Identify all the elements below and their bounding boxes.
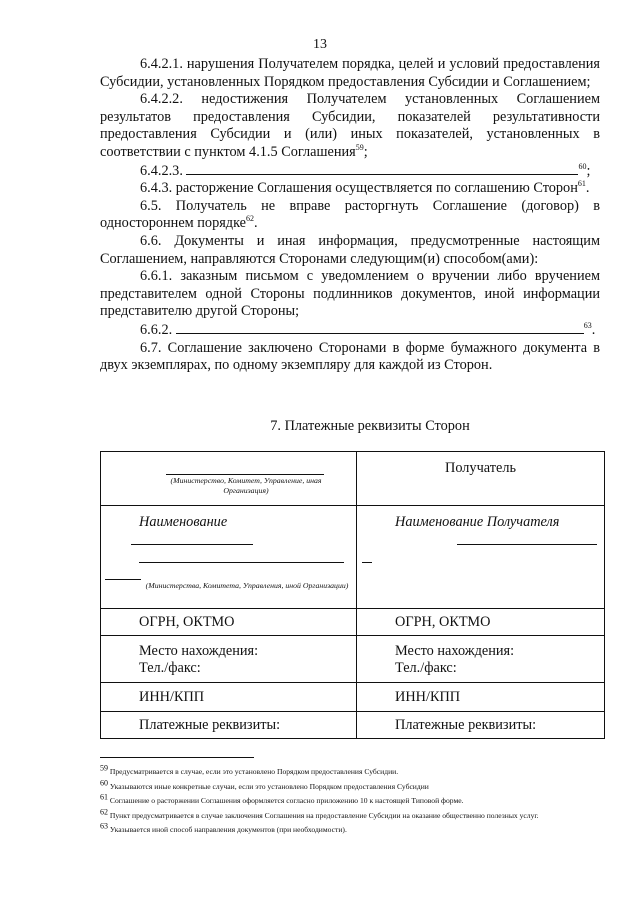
footnote-ref[interactable]: 62 bbox=[246, 214, 255, 224]
table-row bbox=[101, 506, 605, 609]
header-caption: (Министерство, Комитет, Управление, иная Организация) bbox=[170, 476, 322, 495]
paragraph-6-4-2-3 bbox=[100, 162, 600, 181]
footnote-ref[interactable]: 60 bbox=[578, 161, 587, 171]
table-row bbox=[101, 712, 605, 739]
paragraph-6-4-3 bbox=[100, 180, 600, 198]
paragraph-6-6-1: 6.6.1. заказным письмом с уведомлением о вручении либо вручением представителем одной Стороны подлинников документов, иной информации представителю другой Стороны; bbox=[100, 268, 600, 320]
phone-label: Тел./факс: bbox=[395, 660, 457, 676]
paragraph-text: недостижения Получателем установленных Соглашением результатов предоставления Субсидии, показателей результативности предоставления Субсидии и (или) иных показателей, установленных в соответствии с пунктом 4.1.5 Соглашения bbox=[100, 91, 600, 160]
punctuation: . bbox=[591, 321, 596, 338]
footnote-number: 61 bbox=[100, 792, 108, 802]
left-ogrn-cell bbox=[101, 609, 357, 636]
phone-label: Тел./факс: bbox=[139, 660, 201, 676]
paragraph-6-4-2-1 bbox=[100, 56, 600, 91]
footnote-61 bbox=[100, 792, 605, 806]
location-block bbox=[101, 636, 356, 677]
ogrn-label: ОГРН, ОКТМО bbox=[139, 614, 235, 630]
paragraph-text: 6.5. Получатель не вправе расторгнуть Соглашение (договор) в одностороннем порядке bbox=[100, 197, 600, 232]
name-fill-line bbox=[131, 544, 253, 545]
paragraph-6-7: 6.7. Соглашение заключено Сторонами в форме бумажного документа в двух экземплярах, по одному экземпляру для каждой из Сторон. bbox=[100, 339, 600, 374]
inn-label: ИНН/КПП bbox=[139, 689, 205, 705]
section-title: 7. Платежные реквизиты Сторон bbox=[270, 418, 470, 434]
footnote-text: Пункт предусматривается в случае заключения Соглашения на предоставление Субсидии на оказание общественно полезных услуг. bbox=[109, 810, 539, 820]
name-label: Наименование bbox=[139, 514, 228, 530]
footnote-62 bbox=[100, 806, 605, 821]
name-fill-line bbox=[362, 562, 372, 563]
right-location-cell bbox=[357, 636, 605, 683]
footnotes bbox=[100, 763, 605, 839]
table-row bbox=[101, 452, 605, 506]
punctuation: . bbox=[254, 215, 258, 232]
blank-fill-line bbox=[186, 162, 578, 175]
paragraph-text: 6.4.3. расторжение Соглашения осуществляется по соглашению Сторон bbox=[140, 180, 578, 197]
left-name-cell bbox=[101, 506, 357, 609]
paragraph-6-4-2-2 bbox=[100, 91, 600, 161]
name-fill-line bbox=[457, 544, 597, 545]
footnote-60 bbox=[100, 777, 605, 792]
footnote-ref[interactable]: 63 bbox=[583, 321, 592, 331]
left-inn-cell bbox=[101, 683, 357, 712]
payment-requisites-table bbox=[100, 451, 605, 739]
name-fill-line bbox=[139, 562, 344, 563]
footnote-number: 62 bbox=[100, 806, 108, 816]
inn-label: ИНН/КПП bbox=[395, 689, 461, 705]
right-header-cell bbox=[357, 452, 605, 506]
location-block bbox=[357, 636, 604, 677]
footnote-divider bbox=[100, 757, 254, 758]
footnote-number: 60 bbox=[100, 777, 108, 787]
page-number: 13 bbox=[313, 37, 327, 52]
table-row bbox=[101, 683, 605, 712]
bank-label: Платежные реквизиты: bbox=[395, 717, 537, 733]
right-bank-cell bbox=[357, 712, 605, 739]
paragraph-text: нарушения Получателем порядка, целей и условий предоставления Субсидии, установленных Порядком предоставления Субсидии и Соглашением; bbox=[100, 56, 600, 90]
recipient-name-label: Наименование Получателя bbox=[395, 514, 560, 530]
left-location-cell bbox=[101, 636, 357, 683]
recipient-header: Получатель bbox=[445, 460, 516, 476]
paragraph-number: 6.6.2. bbox=[140, 321, 173, 338]
footnote-text: Соглашение о расторжении Соглашения оформляется согласно приложению 10 к настоящей Типовой форме. bbox=[109, 796, 464, 805]
footnote-number: 59 bbox=[100, 763, 108, 773]
right-ogrn-cell bbox=[357, 609, 605, 636]
punctuation: ; bbox=[363, 143, 368, 160]
table-row bbox=[101, 636, 605, 683]
footnote-59 bbox=[100, 763, 605, 777]
punctuation: . bbox=[585, 180, 590, 197]
location-label: Место нахождения: bbox=[395, 643, 515, 659]
footnote-text: Указывается иной способ направления документов (при необходимости). bbox=[109, 825, 347, 834]
ogrn-label: ОГРН, ОКТМО bbox=[395, 614, 491, 630]
punctuation: ; bbox=[586, 162, 591, 179]
paragraph-6-5 bbox=[100, 198, 600, 233]
footnote-63 bbox=[100, 821, 605, 835]
document-body bbox=[100, 56, 600, 375]
footnote-ref[interactable]: 61 bbox=[577, 179, 586, 189]
table-row bbox=[101, 609, 605, 636]
left-header-cell bbox=[101, 452, 357, 506]
footnote-text: Предусматривается в случае, если это установлено Порядком предоставления Субсидии. bbox=[109, 767, 399, 776]
right-name-cell bbox=[357, 506, 605, 609]
bank-label: Платежные реквизиты: bbox=[139, 717, 281, 733]
paragraph-number: 6.4.2.1. bbox=[140, 56, 183, 72]
name-fill-line bbox=[105, 579, 141, 580]
paragraph-6-6: 6.6. Документы и иная информация, предусмотренные настоящим Соглашением, направляются Сторонами следующим(и) способом(ами): bbox=[100, 232, 600, 267]
paragraph-6-6-2 bbox=[100, 321, 600, 340]
footnote-text: Указываются иные конкретные случаи, если это установлено Порядком предоставления Субсидии bbox=[109, 781, 429, 791]
paragraph-number: 6.4.2.3. bbox=[140, 162, 183, 179]
paragraph-number: 6.4.2.2. bbox=[140, 91, 183, 108]
right-inn-cell bbox=[357, 683, 605, 712]
footnote-ref[interactable]: 59 bbox=[355, 143, 364, 153]
footnote-number: 63 bbox=[100, 821, 108, 831]
blank-fill-line bbox=[176, 321, 584, 334]
name-caption: (Министерства, Комитета, Управления, иной Организации) bbox=[145, 581, 349, 590]
signature-line bbox=[166, 474, 324, 475]
location-label: Место нахождения: bbox=[139, 643, 259, 659]
left-bank-cell bbox=[101, 712, 357, 739]
